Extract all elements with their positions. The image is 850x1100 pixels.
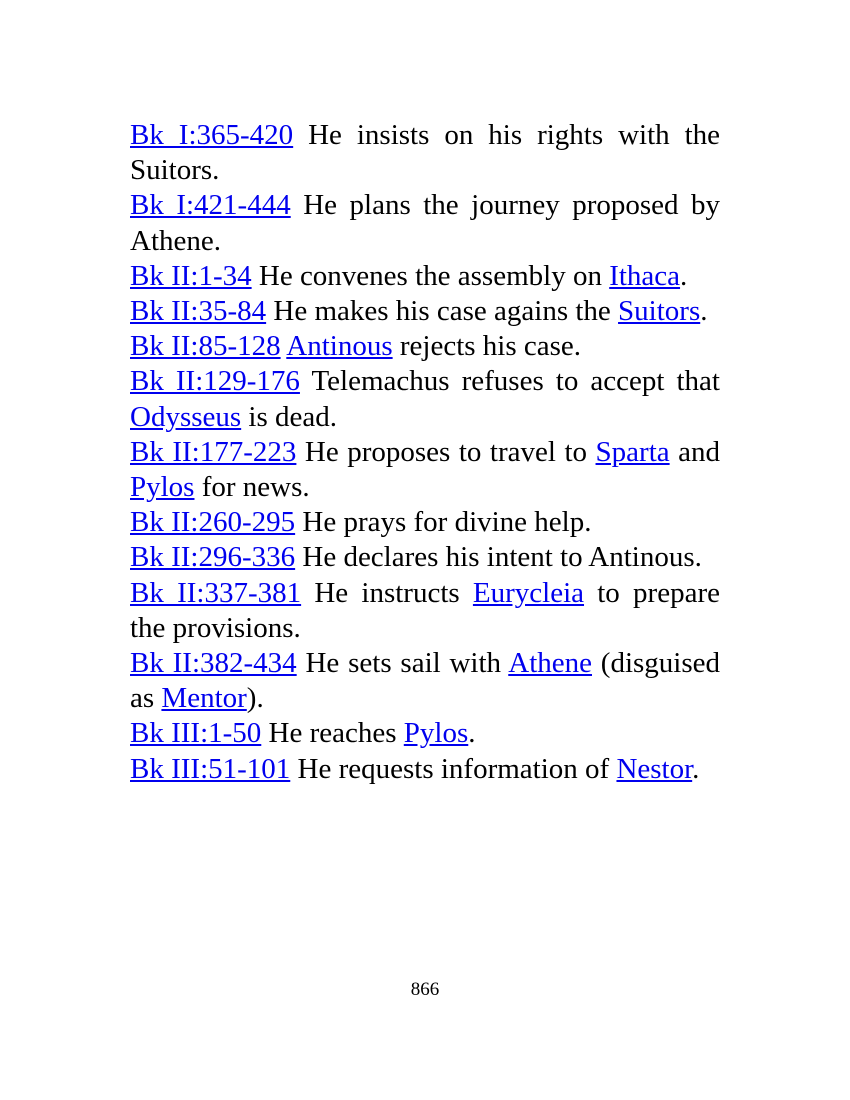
entry-text: He requests information of <box>290 752 617 785</box>
reference-link[interactable]: Bk II:1-34 <box>130 259 252 292</box>
entry-text: He makes his case agains the <box>266 295 619 328</box>
entry-list <box>130 118 720 787</box>
reference-link[interactable]: Odysseus <box>130 400 242 433</box>
entry-text: He sets sail with <box>296 647 509 680</box>
reference-link[interactable]: Bk II:85-128 <box>130 330 281 363</box>
list-item <box>130 435 720 505</box>
reference-link[interactable]: Sparta <box>595 435 670 468</box>
entry-text: . <box>692 752 700 785</box>
entry-text: Telemachus refuses to accept that <box>299 365 720 398</box>
list-item <box>130 576 720 646</box>
entry-text: He instructs <box>301 576 473 609</box>
entry-text: He convenes the assembly on <box>251 259 610 292</box>
reference-link[interactable]: Bk III:51-101 <box>130 752 291 785</box>
entry-text: He insists on his rights with the Suitors. <box>130 119 721 187</box>
reference-link[interactable]: Bk II:382-434 <box>130 647 297 680</box>
entry-text: He proposes to travel to <box>296 435 596 468</box>
list-item <box>130 364 720 434</box>
list-item <box>130 259 720 294</box>
reference-link[interactable]: Pylos <box>403 717 469 750</box>
reference-link[interactable]: Bk II:177-223 <box>130 435 297 468</box>
reference-link[interactable]: Nestor <box>616 752 693 785</box>
entry-text: to prepare the provisions. <box>130 576 720 644</box>
list-item <box>130 646 720 716</box>
reference-link[interactable]: Bk I:421-444 <box>130 189 291 222</box>
list-item <box>130 329 720 364</box>
reference-link[interactable]: Antinous <box>286 330 393 363</box>
reference-link[interactable]: Bk II:35-84 <box>130 295 267 328</box>
reference-link[interactable]: Bk II:296-336 <box>130 541 296 574</box>
reference-link[interactable]: Bk II:260-295 <box>130 506 296 539</box>
list-item <box>130 716 720 751</box>
entry-text: and <box>669 435 721 468</box>
entry-text: He prays for divine help. <box>295 506 592 539</box>
page-number: 866 <box>410 979 440 1000</box>
entry-text: . <box>468 717 476 750</box>
list-item <box>130 540 720 575</box>
entry-text: ). <box>246 682 264 715</box>
entry-text: (disguised as <box>130 647 721 715</box>
list-item <box>130 294 720 329</box>
reference-link[interactable]: Ithaca <box>609 259 681 292</box>
entry-text: for news. <box>194 471 310 504</box>
list-item <box>130 188 720 258</box>
entry-text: . <box>700 295 708 328</box>
entry-text: . <box>680 259 688 292</box>
reference-link[interactable]: Eurycleia <box>472 576 585 609</box>
reference-link[interactable]: Mentor <box>161 682 247 715</box>
entry-text: rejects his case. <box>392 330 582 363</box>
reference-link[interactable]: Suitors <box>618 295 701 328</box>
entry-text: is dead. <box>241 400 338 433</box>
reference-link[interactable]: Bk III:1-50 <box>130 717 262 750</box>
reference-link[interactable]: Bk I:365-420 <box>130 119 294 151</box>
list-item <box>130 505 720 540</box>
entry-text: He declares his intent to Antinous. <box>295 541 702 574</box>
entry-text: He plans the journey proposed by Athene. <box>130 189 721 257</box>
entry-text: He reaches <box>261 717 404 750</box>
list-item <box>130 752 720 787</box>
list-item <box>130 118 720 188</box>
reference-link[interactable]: Athene <box>508 647 592 680</box>
reference-link[interactable]: Bk II:337-381 <box>130 576 302 609</box>
reference-link[interactable]: Bk II:129-176 <box>130 365 300 398</box>
reference-link[interactable]: Pylos <box>130 471 195 504</box>
